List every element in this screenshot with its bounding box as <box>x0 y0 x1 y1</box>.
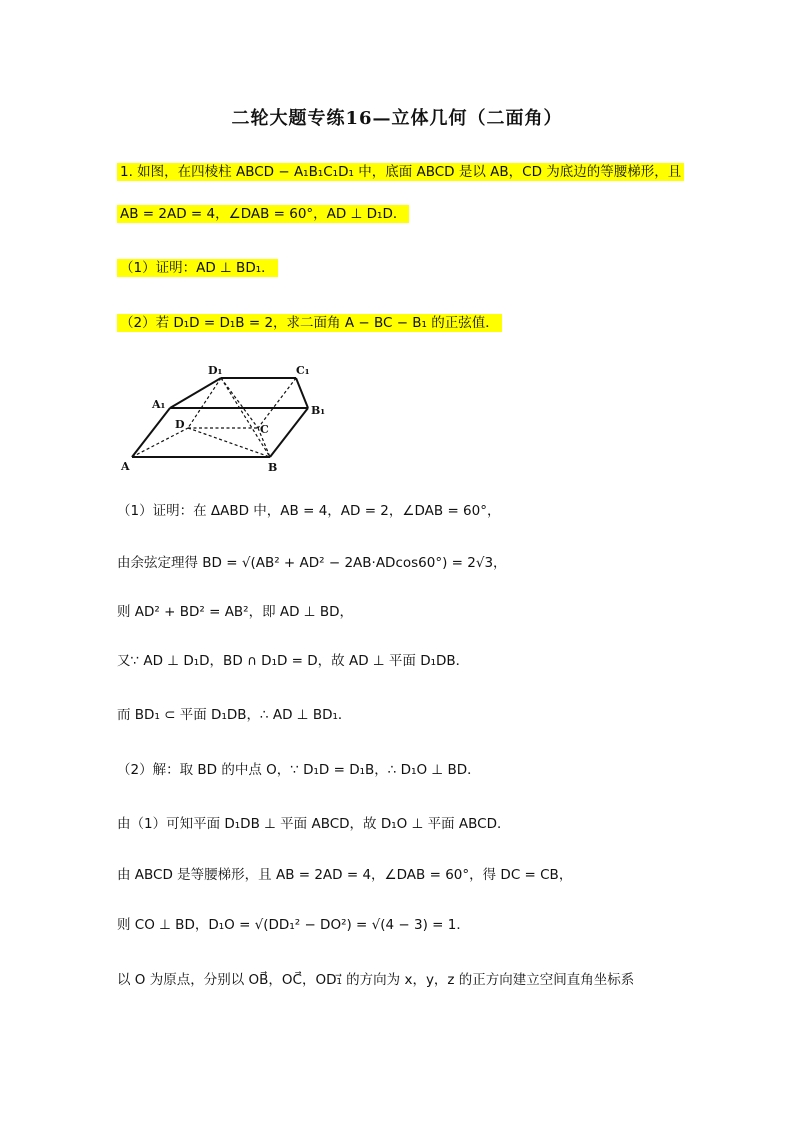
problem-line-1-text: 1. 如图，在四棱柱 ABCD − A₁B₁C₁D₁ 中，底面 ABCD 是以 AB，CD 为底边的等腰梯形，且 <box>117 163 684 181</box>
hidden-edges <box>132 378 296 457</box>
solution-line: 以 O 为原点，分别以 OB⃗，OC⃗，OD₁⃗ 的方向为 x，y，z 的正方向建立空间直角坐标系 <box>117 972 635 988</box>
problem-part-2-text: （2）若 D₁D = D₁B = 2，求二面角 A − BC − B₁ 的正弦值． <box>117 314 502 332</box>
label-a: A <box>121 460 130 473</box>
edge-c1c <box>258 378 296 428</box>
solution-line: 由 ABCD 是等腰梯形，且 AB = 2AD = 4，∠DAB = 60°，得 DC = CB， <box>117 867 573 883</box>
edge-c1b1 <box>296 378 308 408</box>
solution-line: 则 AD² + BD² = AB²，即 AD ⊥ BD， <box>117 604 354 620</box>
problem-part-1-text: （1）证明：AD ⊥ BD₁． <box>117 259 278 277</box>
solution-line: 而 BD₁ ⊂ 平面 D₁DB，∴ AD ⊥ BD₁． <box>117 707 352 723</box>
solution-line: 由余弦定理得 BD = √(AB² + AD² − 2AB·ADcos60°) = 2√3， <box>117 555 507 571</box>
solution-line: 又∵ AD ⊥ D₁D，BD ∩ D₁D = D，故 AD ⊥ 平面 D₁DB． <box>117 653 470 669</box>
edge-ad <box>132 428 188 457</box>
label-c1: C₁ <box>296 364 310 377</box>
edge-a1d1 <box>170 378 221 408</box>
solution-line: （1）证明：在 ΔABD 中，AB = 4，AD = 2，∠DAB = 60°， <box>117 503 501 519</box>
prism-diagram-svg <box>118 362 330 477</box>
problem-statement-line-2 <box>117 204 409 224</box>
edge-d1c <box>221 378 258 428</box>
problem-statement-line-1 <box>117 162 684 182</box>
prism-figure <box>118 362 330 477</box>
edge-d1b <box>221 378 270 457</box>
label-d1: D₁ <box>208 364 223 377</box>
edge-bb1 <box>270 408 308 457</box>
label-b: B <box>268 461 278 474</box>
problem-part-2 <box>117 313 502 333</box>
solution-line: 由（1）可知平面 D₁DB ⊥ 平面 ABCD，故 D₁O ⊥ 平面 ABCD． <box>117 816 511 832</box>
solution-line: （2）解：取 BD 的中点 O，∵ D₁D = D₁B，∴ D₁O ⊥ BD． <box>117 762 481 778</box>
solution-line: 则 CO ⊥ BD，D₁O = √(DD₁² − DO²) = √(4 − 3) = 1． <box>117 917 470 933</box>
label-b1: B₁ <box>311 404 326 417</box>
solid-edges <box>132 378 308 457</box>
label-a1: A₁ <box>152 398 166 411</box>
problem-part-1 <box>117 258 278 278</box>
page-title: 二轮大题专练16—立体几何（二面角） <box>231 108 563 129</box>
label-d: D <box>175 418 185 431</box>
label-c: C <box>260 423 269 436</box>
problem-line-2-text: AB = 2AD = 4，∠DAB = 60°，AD ⊥ D₁D． <box>117 205 409 223</box>
edge-db <box>188 428 270 457</box>
edge-d1d <box>188 378 221 428</box>
edge-aa1 <box>132 408 170 457</box>
